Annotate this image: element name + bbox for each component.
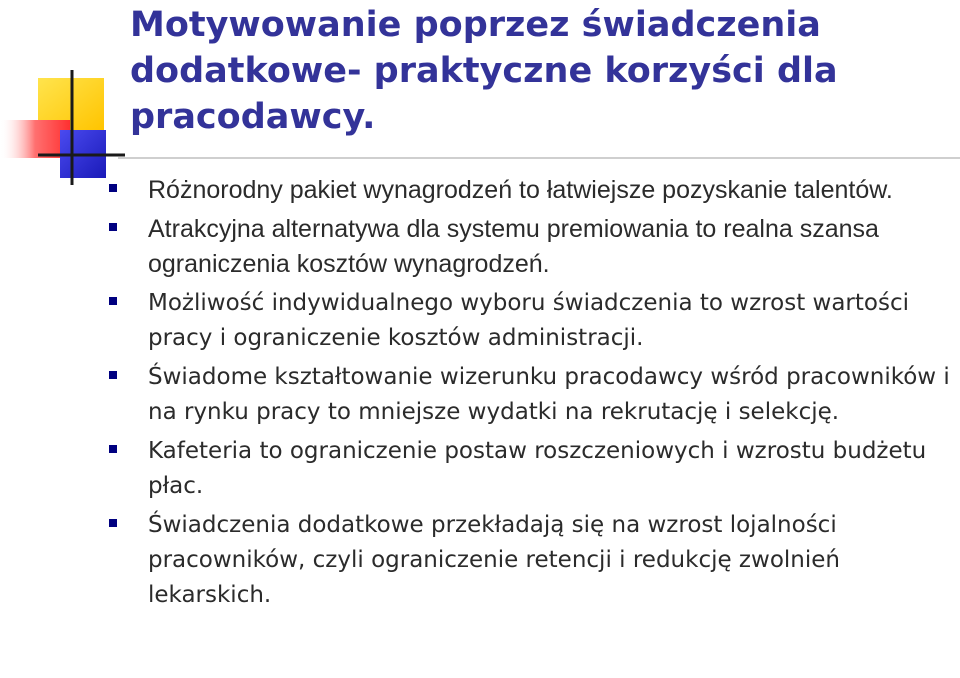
title-divider [118, 157, 960, 159]
square-bullet-icon [109, 223, 117, 231]
bullet-text: Różnorodny pakiet wynagrodzeń to łatwiejsze pozyskanie talentów. [148, 176, 893, 204]
square-bullet-icon [109, 445, 117, 453]
bullet-item [0, 434, 960, 504]
bullet-item [0, 508, 960, 613]
square-bullet-icon [109, 184, 117, 192]
square-bullet-icon [109, 297, 117, 305]
bullet-text: Możliwość indywidualnego wyboru świadczenia to wzrost wartości pracy i ograniczenie kosztów administracji. [148, 290, 909, 351]
bullet-text: Atrakcyjna alternatywa dla systemu premiowania to realna szansa ograniczenia kosztów wynagrodzeń. [148, 215, 879, 278]
bullet-item [0, 212, 960, 282]
square-bullet-icon [109, 519, 117, 527]
square-bullet-icon [109, 371, 117, 379]
bullet-list [0, 173, 960, 617]
slide-title: Motywowanie poprzez świadczenia dodatkowe- praktyczne korzyści dla pracodawcy. [130, 5, 838, 137]
decorative-squares-graphic [0, 60, 130, 190]
bullet-item [0, 286, 960, 356]
bullet-item [0, 360, 960, 430]
bullet-text: Świadome kształtowanie wizerunku pracodawcy wśród pracowników i na rynku pracy to mniejsze wydatki na rekrutację i selekcję. [148, 364, 950, 425]
bullet-text: Kafeteria to ograniczenie postaw roszczeniowych i wzrostu budżetu płac. [148, 438, 927, 499]
bullet-item [0, 173, 960, 208]
red-bar [0, 120, 70, 158]
bullet-text: Świadczenia dodatkowe przekładają się na wzrost lojalności pracowników, czyli ograniczenie retencji i redukcję zwolnień lekarskich. [148, 512, 840, 608]
